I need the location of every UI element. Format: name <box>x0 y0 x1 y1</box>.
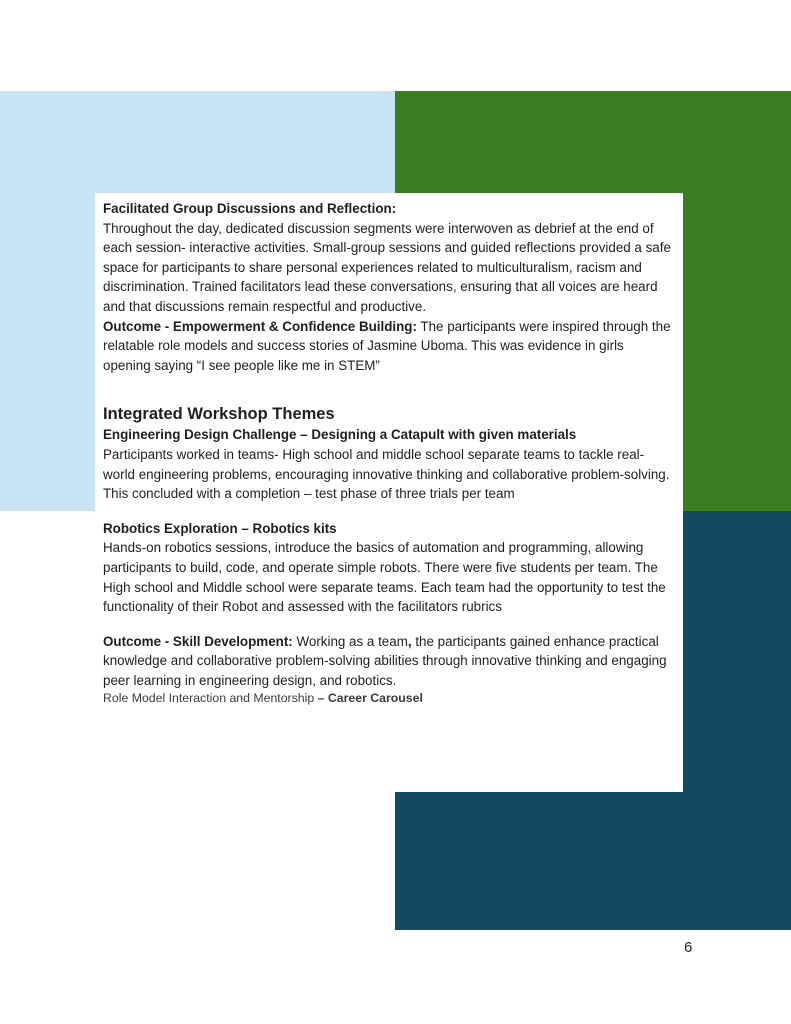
bold-text-run: Robotics Exploration – Robotics kits <box>103 520 337 536</box>
bold-text-run: Outcome - Skill Development: <box>103 633 293 649</box>
text-run: Working as a team <box>292 633 408 649</box>
paragraph <box>103 538 674 616</box>
paragraph <box>103 632 674 691</box>
spacer <box>103 504 674 519</box>
page-number: 6 <box>684 939 693 956</box>
text-run: The participants were inspired through the relatable role models and success stories of Jasmine Uboma. This was evidence in girls opening saying “I see people like me in STEM” <box>103 318 671 373</box>
text-run: Role Model Interaction and Mentorship <box>103 691 318 706</box>
paragraph <box>103 425 674 445</box>
paragraph <box>103 690 674 707</box>
paragraph <box>103 219 674 317</box>
content-box <box>95 193 683 792</box>
bold-text-run: Engineering Design Challenge – Designing a Catapult with given materials <box>103 427 577 443</box>
spacer <box>103 617 674 632</box>
bold-text-run: – Career Carousel <box>317 691 423 706</box>
text-run: Hands-on robotics sessions, introduce the basics of automation and programming, allowing participants to build, code, and operate simple robots. There were five students per team. The High school and Middle school were separate teams. Each team had the opportunity to test the functionality of their Robot and assessed with the facilitators rubrics <box>103 540 666 615</box>
bold-text-run: Outcome - Empowerment & Confidence Building: <box>103 318 417 334</box>
spacer <box>103 375 674 403</box>
text-run: the participants gained enhance practical knowledge and collaborative problem-solving abilities through innovative thinking and engaging peer learning in engineering design, and robotics. <box>103 633 667 688</box>
text-run: Participants worked in teams- High school and middle school separate teams to tackle real-world engineering problems, encouraging innovative thinking and collaborative problem-solving. This concluded with a completion – test phase of three trials per team <box>103 446 670 502</box>
section-heading <box>103 403 674 425</box>
paragraph <box>103 445 674 504</box>
bold-text-run: Facilitated Group Discussions and Reflection: <box>103 201 397 216</box>
paragraph <box>103 519 674 539</box>
paragraph <box>103 199 674 219</box>
bold-text-run: Integrated Workshop Themes <box>103 405 335 424</box>
bold-text-run: , <box>407 633 412 649</box>
paragraph <box>103 317 674 376</box>
text-run: Throughout the day, dedicated discussion segments were interwoven as debrief at the end of each session- interactive activities. Small-group sessions and guided reflections provided a safe space for participants to share personal experiences related to multiculturalism, racism and discrimination. Trained facilitators lead these conversations, ensuring that all voices are heard and that discussions remain respectful and productive. <box>103 220 671 314</box>
